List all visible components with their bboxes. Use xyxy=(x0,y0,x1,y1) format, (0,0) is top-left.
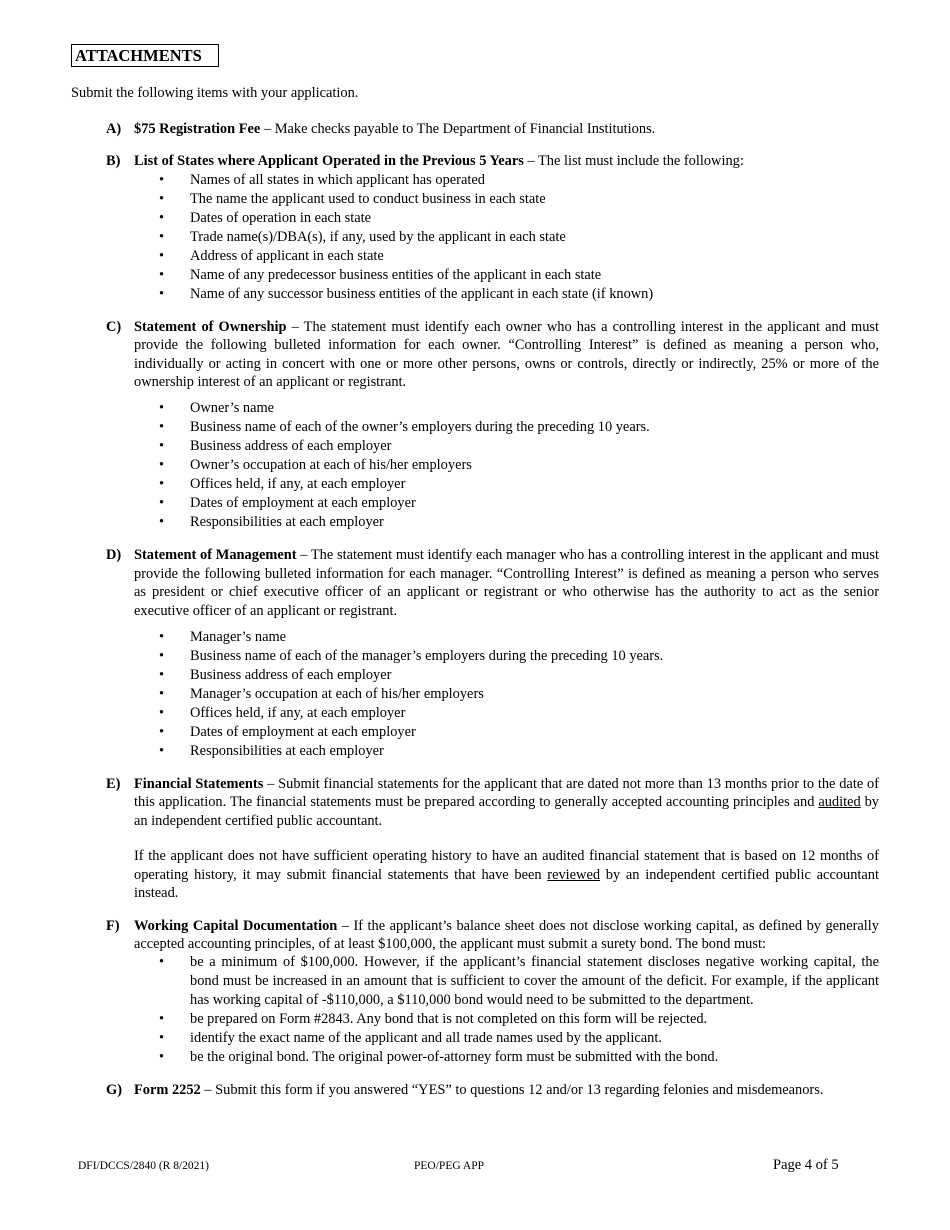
list-item: • Owner’s name xyxy=(134,399,879,418)
form-name: PEO/PEG APP xyxy=(414,1160,484,1172)
bullet-list xyxy=(134,171,879,304)
item-d xyxy=(71,546,879,761)
list-item: • Responsibilities at each employer xyxy=(134,513,879,532)
item-g xyxy=(71,1081,879,1099)
item-text: by an independent certified public accountant. xyxy=(134,794,879,829)
list-item: • Name of any predecessor business entities of the applicant in each state xyxy=(134,266,879,285)
item-letter: A) xyxy=(106,121,122,137)
item-text: If the applicant does not have sufficient operating history to have an audited financial statement that is based on 12 months of operating history, it may submit financial statements that have been xyxy=(134,848,879,883)
item-heading: Form 2252 xyxy=(134,1082,201,1099)
list-item: • Manager’s name xyxy=(134,628,879,647)
item-text: – Submit financial statements for the applicant that are dated not more than 13 months prior to the date of this application. The financial statements must be prepared according to generally accepted accounting principles and xyxy=(134,776,880,811)
list-item: • Address of applicant in each state xyxy=(134,247,879,266)
list-item: • be prepared on Form #2843. Any bond that is not completed on this form will be rejected. xyxy=(134,1010,879,1029)
intro-text: Submit the following items with your application. xyxy=(71,85,359,101)
item-heading: Financial Statements xyxy=(134,776,264,793)
item-letter: D) xyxy=(106,547,122,564)
item-heading: Statement of Ownership xyxy=(134,318,287,335)
list-item: • The name the applicant used to conduct business in each state xyxy=(134,190,879,209)
page-number: Page 4 of 5 xyxy=(773,1157,839,1173)
page-footer xyxy=(0,1157,950,1179)
item-heading: List of States where Applicant Operated in the Previous 5 Years xyxy=(134,153,524,170)
underlined-term: reviewed xyxy=(547,866,601,883)
bullet-list xyxy=(134,628,879,761)
document-page xyxy=(71,44,879,1100)
list-item: • be the original bond. The original power-of-attorney form must be submitted with the bond. xyxy=(134,1048,879,1067)
item-a xyxy=(71,120,879,138)
list-item: • be a minimum of $100,000. However, if the applicant’s financial statement discloses negative working capital, the bond must be increased in an amount that is sufficient to cover the amount of the deficit. For example, if the applicant has working capital of -$110,000, a $110,000 bond would need to be submitted to the department. xyxy=(134,953,879,1010)
list-item: • Dates of operation in each state xyxy=(134,209,879,228)
form-id: DFI/DCCS/2840 (R 8/2021) xyxy=(78,1160,209,1172)
item-heading: $75 Registration Fee xyxy=(134,121,261,137)
item-letter: B) xyxy=(106,153,121,170)
item-paragraph xyxy=(134,847,879,902)
item-text: – Make checks payable to The Department of Financial Institutions. xyxy=(260,121,656,137)
list-item: • Owner’s occupation at each of his/her employers xyxy=(134,456,879,475)
list-item: • Trade name(s)/DBA(s), if any, used by the applicant in each state xyxy=(134,228,879,247)
list-item: • Dates of employment at each employer xyxy=(134,723,879,742)
underlined-term: audited xyxy=(818,794,861,811)
item-text: by an independent certified public accountant instead. xyxy=(134,866,880,902)
bullet-list xyxy=(134,953,879,1067)
item-heading: Working Capital Documentation xyxy=(134,917,338,934)
item-letter: G) xyxy=(106,1082,122,1099)
item-text: – If the applicant’s balance sheet does not disclose working capital, as defined by generally accepted accounting principles, of at least $100,000, the applicant must submit a surety bond. The bond must: xyxy=(134,917,880,952)
item-text: – Submit this form if you answered “YES” to questions 12 and/or 13 regarding felonies and misdemeanors. xyxy=(200,1082,824,1099)
page-title: ATTACHMENTS xyxy=(71,44,219,67)
item-c xyxy=(71,318,879,533)
list-item: • Names of all states in which applicant has operated xyxy=(134,171,879,190)
bullet-list xyxy=(134,399,879,532)
item-f xyxy=(71,917,879,1068)
item-letter: E) xyxy=(106,776,121,793)
item-b xyxy=(71,152,879,303)
list-item: • identify the exact name of the applicant and all trade names used by the applicant. xyxy=(134,1029,879,1048)
list-item: • Responsibilities at each employer xyxy=(134,742,879,761)
list-item: • Business address of each employer xyxy=(134,666,879,685)
item-heading: Statement of Management xyxy=(134,547,297,564)
list-item: • Business address of each employer xyxy=(134,437,879,456)
list-item: • Offices held, if any, at each employer xyxy=(134,704,879,723)
item-text: – The list must include the following: xyxy=(523,153,744,170)
list-item: • Offices held, if any, at each employer xyxy=(134,475,879,494)
list-item: • Manager’s occupation at each of his/her employers xyxy=(134,685,879,704)
item-letter: F) xyxy=(106,917,120,934)
list-item: • Business name of each of the owner’s employers during the preceding 10 years. xyxy=(134,418,879,437)
item-letter: C) xyxy=(106,318,122,335)
item-text: – The statement must identify each owner who has a controlling interest in the applicant and must provide the following bulleted information for each owner. “Controlling Interest” is defined as meaning a person who, individually or acting in concert with one or more other persons, owns or controls, directly or indirectly, 25% or more of the ownership interest of an applicant or registrant. xyxy=(134,318,879,391)
item-e xyxy=(71,775,879,902)
list-item: • Business name of each of the manager’s employers during the preceding 10 years. xyxy=(134,647,879,666)
item-text: – The statement must identify each manager who has a controlling interest in the applicant and must provide the following bulleted information for each manager. “Controlling Interest” is defined as meaning a person who serves as president or chief executive officer of an applicant or registrant or who otherwise has the authority to act as the senior executive officer of an applicant or registrant. xyxy=(134,547,879,619)
list-item: • Dates of employment at each employer xyxy=(134,494,879,513)
list-item: • Name of any successor business entities of the applicant in each state (if known) xyxy=(134,285,879,304)
